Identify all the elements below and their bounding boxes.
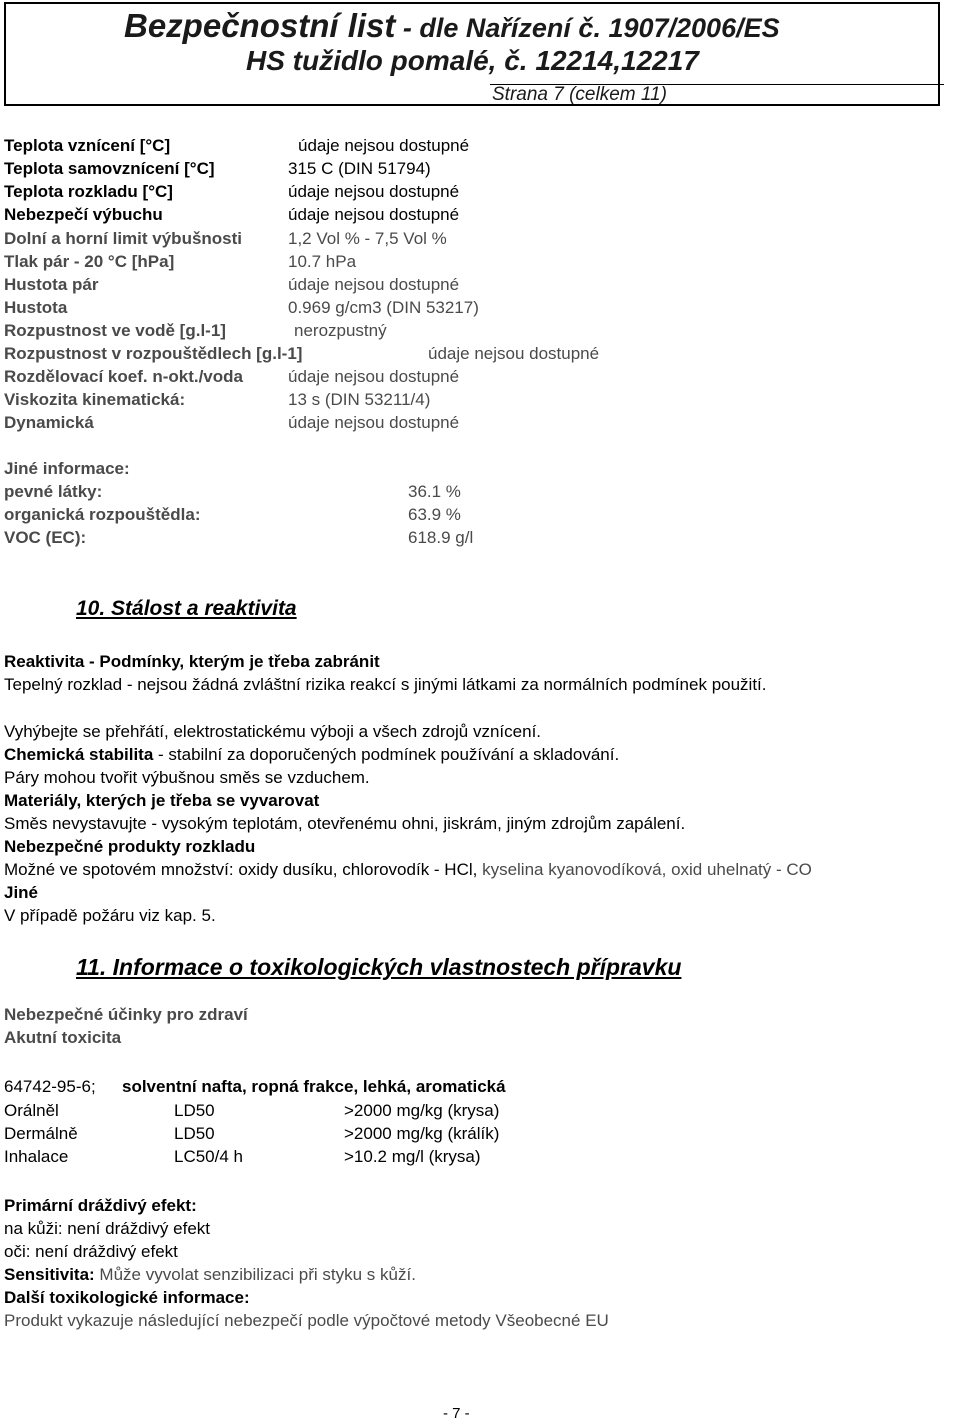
tox-test: LD50 [174,1124,215,1143]
reactivity-heading: Reaktivita - Podmínky, kterým je třeba zabránit [4,652,380,671]
property-label: Rozpustnost ve vodě [g.l-1] [4,321,226,340]
property-value: údaje nejsou dostupné [298,136,470,155]
document-header [4,2,940,106]
property-label: Tlak pár - 20 °C [hPa] [4,252,175,271]
tox-test: LC50/4 h [174,1147,243,1166]
tox-value: >10.2 mg/l (krysa) [344,1147,481,1166]
title-main: Bezpečnostní list [124,7,396,44]
title-regulation: - dle Nařízení č. 1907/2006/ES [395,13,780,43]
sensitivity-text: Může vyvolat senzibilizaci při styku s kůží. [94,1265,416,1284]
sensitivity-line [4,1265,416,1285]
property-value: údaje nejsou dostupné [288,413,460,432]
page-number: - 7 - [443,1405,470,1422]
property-label: Rozpustnost v rozpouštědlech [g.l-1] [4,344,303,363]
section-11-heading: 11. Informace o toxikologických vlastnostech přípravku [76,954,682,980]
sensitivity-label: Sensitivita: [4,1265,95,1284]
irritant-heading: Primární dráždivý efekt: [4,1196,197,1215]
substance-name: solventní nafta, ropná frakce, lehká, aromatická [122,1077,506,1096]
property-value: údaje nejsou dostupné [288,205,460,224]
materials-text: Směs nevystavujte - vysokým teplotám, otevřenému ohni, jiskrám, jiným zdrojům zapálení. [4,814,686,833]
other-info-label: pevné látky: [4,482,103,501]
tox-value: >2000 mg/kg (krysa) [344,1101,500,1120]
property-label: Hustota pár [4,275,99,294]
property-value: údaje nejsou dostupné [288,367,460,386]
other-heading: Jiné [4,883,39,902]
materials-heading: Materiály, kterých je třeba se vyvarovat [4,791,320,810]
property-label: Teplota vznícení [°C] [4,136,171,155]
other-info-label: VOC (EC): [4,528,87,547]
other-info-value: 63.9 % [408,505,461,524]
property-value: 10.7 hPa [288,252,357,271]
property-label: Teplota rozkladu [°C] [4,182,173,201]
property-label: Dynamická [4,413,94,432]
stability-text: - stabilní za doporučených podmínek používání a skladování. [153,745,620,764]
section-10-heading: 10. Stálost a reaktivita [76,597,297,620]
other-text: V případě požáru viz kap. 5. [4,906,216,925]
cas-number: 64742-95-6; [4,1077,96,1096]
other-info-heading: Jiné informace: [4,459,130,478]
decomp-heading: Nebezpečné produkty rozkladu [4,837,256,856]
property-label: Hustota [4,298,68,317]
further-text: Produkt vykazuje následující nebezpečí podle výpočtové metody Všeobecné EU [4,1311,609,1330]
product-name: HS tužidlo pomalé, č. 12214,12217 [246,45,699,76]
property-label: Viskozita kinematická: [4,390,186,409]
avoid-text: Vyhýbejte se přehřátí, elektrostatickému výboji a všech zdrojů vznícení. [4,722,542,741]
tox-route: Inhalace [4,1147,69,1166]
eyes-text: oči: není dráždivý efekt [4,1242,178,1261]
decomp-text-b: kyselina kyanovodíková, oxid uhelnatý - CO [482,860,812,879]
property-label: Teplota samovznícení [°C] [4,159,215,178]
vapors-text: Páry mohou tvořit výbušnou směs se vzduchem. [4,768,370,787]
other-info-label: organická rozpouštědla: [4,505,201,524]
property-value: 13 s (DIN 53211/4) [288,390,431,409]
stability-label: Chemická stabilita [4,745,154,764]
property-value: nerozpustný [294,321,387,340]
health-heading: Nebezpečné účinky pro zdraví [4,1005,248,1024]
stability-line [4,745,619,765]
reactivity-text: Tepelný rozklad - nejsou žádná zvláštní rizika reakcí s jinými látkami za normálních podmínek použití. [4,675,767,694]
other-info-value: 618.9 g/l [408,528,474,547]
further-heading: Další toxikologické informace: [4,1288,250,1307]
property-value: 0.969 g/cm3 (DIN 53217) [288,298,479,317]
acute-heading: Akutní toxicita [4,1028,122,1047]
tox-route: Orálněl [4,1101,59,1120]
property-label: Dolní a horní limit výbušnosti [4,229,243,248]
tox-test: LD50 [174,1101,215,1120]
skin-text: na kůži: není dráždivý efekt [4,1219,211,1238]
property-value: údaje nejsou dostupné [428,344,600,363]
tox-route: Dermálně [4,1124,78,1143]
decomp-text-a: Možné ve spotovém množství: oxidy dusíku, chlorovodík - HCl, [4,860,483,879]
property-label: Rozdělovací koef. n-okt./voda [4,367,243,386]
page-info: Strana 7 (celkem 11) [492,84,667,105]
tox-value: >2000 mg/kg (králík) [344,1124,500,1143]
property-value: údaje nejsou dostupné [288,275,460,294]
document-title [124,6,780,48]
other-info-value: 36.1 % [408,482,461,501]
property-value: údaje nejsou dostupné [288,182,460,201]
decomp-line [4,860,812,880]
property-label: Nebezpečí výbuchu [4,205,163,224]
property-value: 315 C (DIN 51794) [288,159,431,178]
property-value: 1,2 Vol % - 7,5 Vol % [288,229,447,248]
